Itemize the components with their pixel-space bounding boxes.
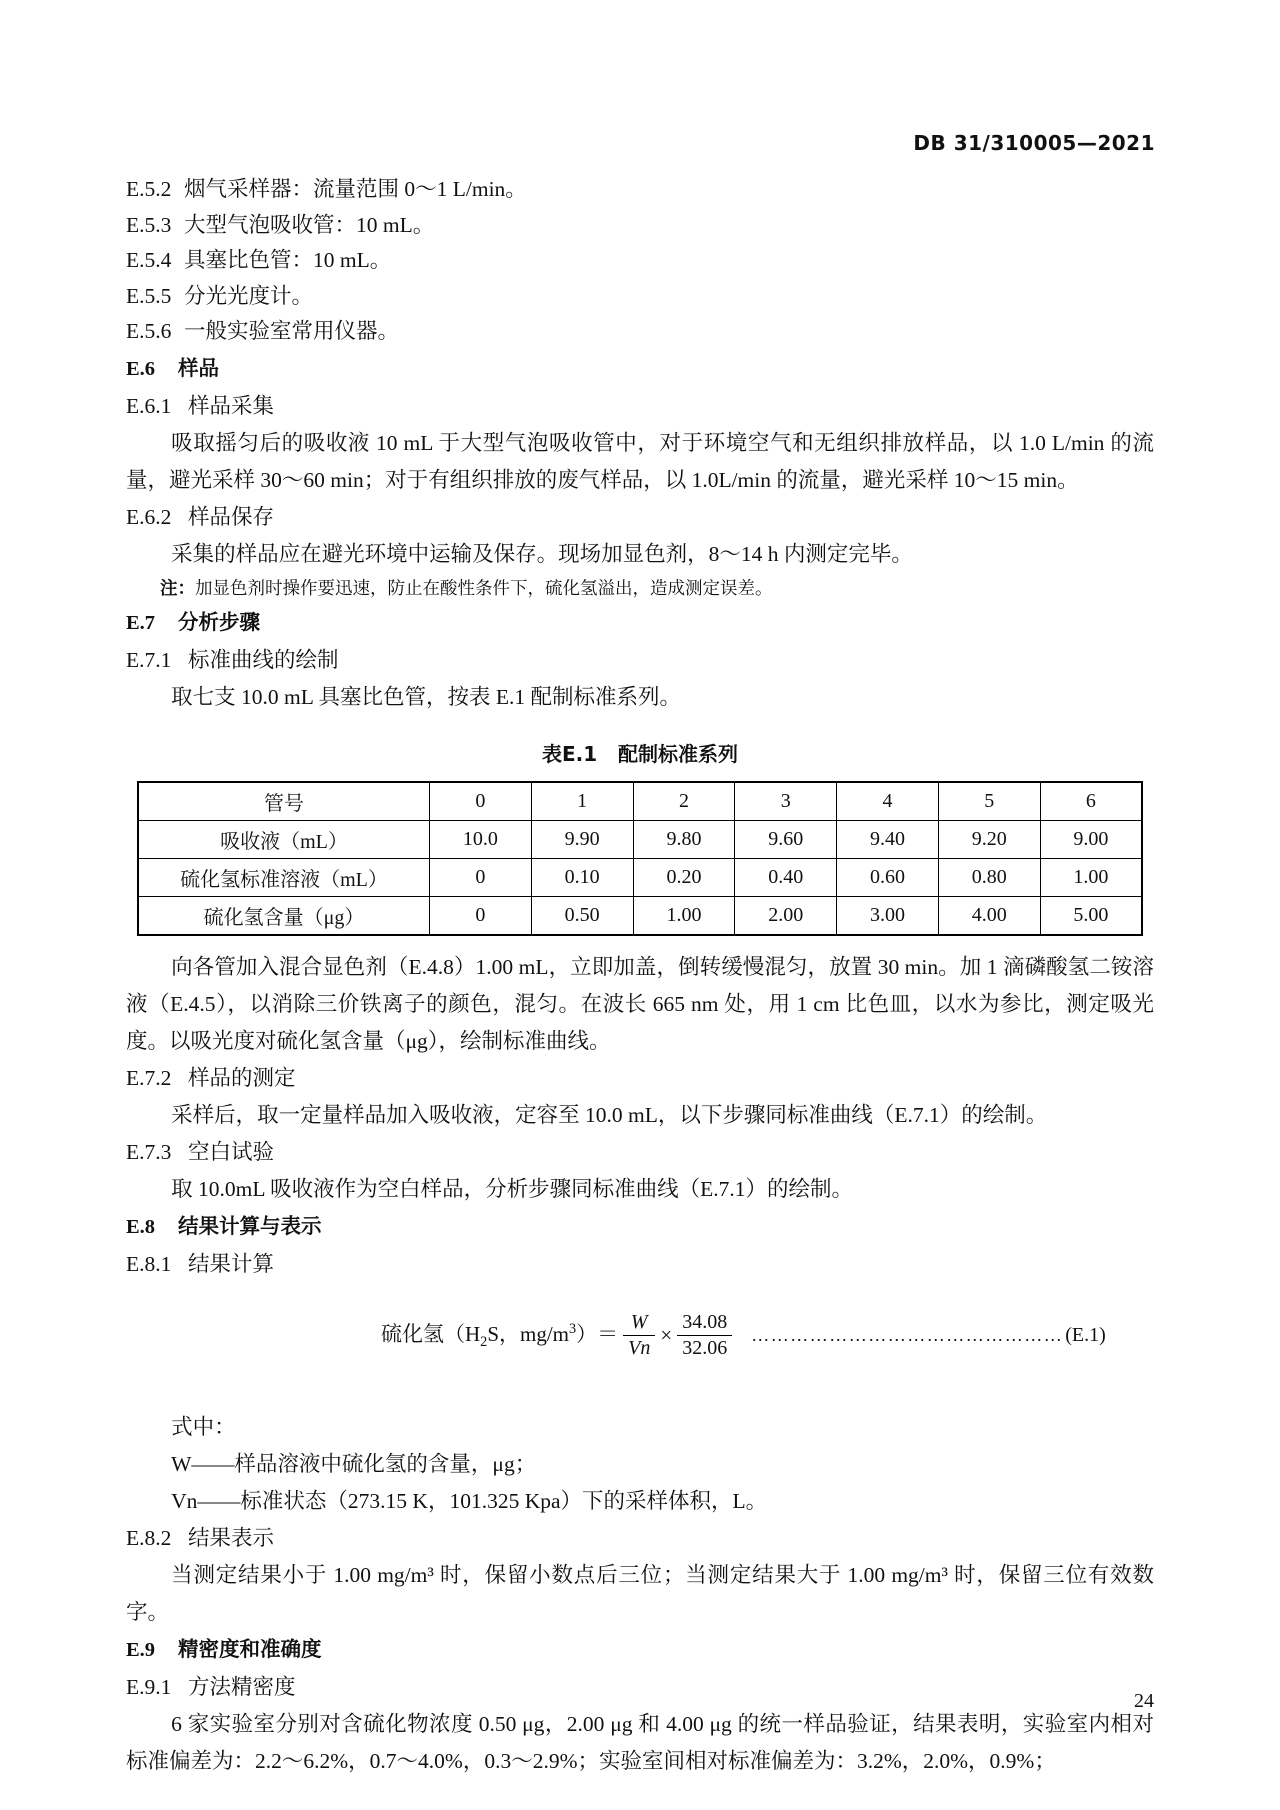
cell: 3 [735,782,837,821]
fraction-numerator [626,1311,653,1335]
fraction-numerator: 34.08 [682,1310,728,1333]
formula-lhs-main: 硫化氢（H [381,1322,481,1347]
section-number: E.8 [126,1215,156,1238]
subsection-number: E.7.2 [126,1065,172,1090]
subsection-heading-e-8-2 [126,1520,1154,1557]
formula-lhs-superscript: 3 [569,1321,577,1338]
clause-e-5-2 [126,172,1154,208]
cell: 0.10 [531,858,633,896]
paragraph-e-7-1-procedure: 向各管加入混合显色剂（E.4.8）1.00 mL，立即加盖，倒转缓慢混匀，放置 30 min。加 1 滴磷酸氢二铵溶液（E.4.5），以消除三价铁离子的颜色，混匀。在波长 665 nm 处，用 1 cm 比色皿，以水为参比，测定吸光度。以吸光度对硫化氢含量（μg），绘制标准曲线。 [126,954,1154,1053]
cell: 4 [837,782,939,821]
cell: 2 [633,782,735,821]
table-caption [126,738,1154,767]
row-label: 吸收液（mL） [138,820,430,858]
clause-text: 一般实验室常用仪器。 [184,319,400,343]
fraction-denominator [623,1335,655,1360]
paragraph-e-7-2: 采样后，取一定量样品加入吸收液，定容至 10.0 mL，以下步骤同标准曲线（E.7.1）的绘制。 [171,1102,1048,1127]
section-title: 精密度和准确度 [178,1636,322,1661]
note-text: 加显色剂时操作要迅速，防止在酸性条件下，硫化氢溢出，造成测定误差。 [195,577,773,598]
table-row [138,896,1142,935]
paragraph-e-7-1: 取七支 10.0 mL 具塞比色管，按表 E.1 配制标准系列。 [171,684,681,709]
section-number: E.7 [126,611,156,634]
table-row [138,858,1142,896]
section-heading-e-6 [126,350,1154,388]
fraction-denominator: 32.06 [677,1335,732,1360]
cell: 10.0 [430,820,532,858]
subsection-number: E.8.2 [126,1525,172,1550]
where-label: 式中： [171,1414,236,1439]
table-row [138,782,1142,821]
fraction-molar-mass [677,1311,732,1360]
subsection-heading-e-9-1 [126,1669,1154,1706]
subsection-title: 样品保存 [188,504,275,529]
row-label: 硫化氢含量（μg） [138,896,430,935]
cell: 3.00 [837,896,939,935]
cell: 9.90 [531,820,633,858]
subsection-title: 样品的测定 [188,1065,296,1090]
section-title: 分析步骤 [178,609,260,634]
cell: 1.00 [633,896,735,935]
clause-e-5-5 [126,279,1154,315]
clause-text: 具塞比色管：10 mL。 [184,248,392,272]
cell: 0.80 [938,858,1040,896]
variable-vn: Vn [628,1336,651,1359]
clause-number: E.5.4 [126,248,172,272]
subsection-title: 空白试验 [188,1139,275,1164]
subsection-heading-e-8-1 [126,1246,1154,1283]
clause-number: E.5.3 [126,212,172,237]
section-title: 结果计算与表示 [178,1213,322,1238]
cell: 6 [1040,782,1142,821]
section-number: E.9 [126,1638,156,1661]
cell: 1.00 [1040,858,1142,896]
subsection-title: 结果计算 [188,1251,275,1276]
table-caption-title: 配制标准系列 [618,741,739,766]
subsection-title: 方法精密度 [188,1674,296,1699]
leader-dots: ………………………………………… [751,1324,1064,1345]
cell: 0 [430,782,532,821]
paragraph-e-8-2: 当测定结果小于 1.00 mg/m³ 时，保留小数点后三位；当测定结果大于 1.00 mg/m³ 时，保留三位有效数字。 [126,1562,1154,1624]
cell: 5 [938,782,1040,821]
formula-lhs-units: S，mg/m [487,1322,569,1347]
table-row [138,820,1142,858]
subsection-heading-e-7-1 [126,642,1154,679]
subsection-number: E.6.2 [126,504,172,529]
cell: 0 [430,858,532,896]
cell: 9.20 [938,820,1040,858]
clause-e-5-6 [126,314,1154,350]
cell: 2.00 [735,896,837,935]
page-header-standard-number: DB 31/310005—2021 [913,131,1155,155]
formula-lhs-subscript: 2 [480,1334,488,1351]
clause-number: E.5.6 [126,319,172,343]
variable-w: W [630,1310,648,1333]
cell: 0.60 [837,858,939,896]
subsection-title: 标准曲线的绘制 [188,647,339,672]
section-number: E.6 [126,357,156,380]
subsection-number: E.6.1 [126,393,172,418]
cell: 9.40 [837,820,939,858]
clause-text: 分光光度计。 [184,283,314,308]
paragraph-e-9-1: 6 家实验室分别对含硫化物浓度 0.50 μg，2.00 μg 和 4.00 μg 的统一样品验证，结果表明，实验室内相对标准偏差为：2.2～6.2%，0.7～4.0%，0.3～2.9%；实验室间相对标准偏差为：3.2%，2.0%，0.9%； [126,1711,1154,1773]
cell: 0.40 [735,858,837,896]
cell: 9.80 [633,820,735,858]
standard-series-table [137,781,1143,936]
multiplication-sign: × [660,1322,673,1347]
section-heading-e-7 [126,604,1154,642]
note-label: 注： [160,578,195,599]
subsection-heading-e-6-1 [126,388,1154,425]
subsection-heading-e-6-2 [126,499,1154,536]
cell: 5.00 [1040,896,1142,935]
clause-text: 大型气泡吸收管：10 mL。 [184,212,435,237]
cell: 9.60 [735,820,837,858]
clause-e-5-3 [126,208,1154,244]
paragraph-e-6-1: 吸取摇匀后的吸收液 10 mL 于大型气泡吸收管中，对于环境空气和无组织排放样品，以 1.0 L/min 的流量，避光采样 30～60 min；对于有组织排放的废气样品，以 1.0L/min 的流量，避光采样 10～15 min。 [126,430,1154,492]
subsection-number: E.8.1 [126,1251,172,1276]
clause-number: E.5.5 [126,283,172,308]
table-caption-number: 表E.1 [541,741,598,766]
paragraph-e-6-2: 采集的样品应在避光环境中运输及保存。现场加显色剂，8～14 h 内测定完毕。 [171,541,913,566]
cell: 9.00 [1040,820,1142,858]
symbol-definition-vn: Vn——标准状态（273.15 K，101.325 Kpa）下的采样体积，L。 [171,1488,768,1513]
row-label: 管号 [138,782,430,821]
cell: 1 [531,782,633,821]
formula-left-hand-side [381,1318,618,1351]
cell: 0 [430,896,532,935]
clause-text: 烟气采样器：流量范围 0～1 L/min。 [184,177,527,201]
subsection-heading-e-7-3 [126,1134,1154,1171]
equation-number: (E.1) [1065,1323,1106,1346]
subsection-number: E.7.1 [126,647,172,672]
subsection-title: 结果表示 [188,1525,275,1550]
section-heading-e-8 [126,1208,1154,1246]
cell: 4.00 [938,896,1040,935]
cell: 0.20 [633,858,735,896]
paragraph-e-7-3: 取 10.0mL 吸收液作为空白样品，分析步骤同标准曲线（E.7.1）的绘制。 [171,1176,853,1201]
fraction-w-over-vn [623,1311,655,1360]
formula-e-1 [126,1311,1154,1389]
formula-equals: ）＝ [576,1322,619,1347]
row-label: 硫化氢标准溶液（mL） [138,858,430,896]
document-body [126,172,1154,1780]
subsection-number: E.9.1 [126,1674,172,1699]
clause-number: E.5.2 [126,177,172,201]
clause-e-5-4 [126,243,1154,279]
section-title: 样品 [178,355,219,380]
subsection-number: E.7.3 [126,1139,172,1164]
note-e-6-2 [160,573,1154,604]
subsection-title: 样品采集 [188,393,275,418]
subsection-heading-e-7-2 [126,1060,1154,1097]
section-heading-e-9 [126,1631,1154,1669]
formula-expression [381,1311,1106,1360]
page-number: 24 [1134,1690,1154,1712]
symbol-definition-w: W——样品溶液中硫化氢的含量，μg； [171,1451,537,1476]
cell: 0.50 [531,896,633,935]
